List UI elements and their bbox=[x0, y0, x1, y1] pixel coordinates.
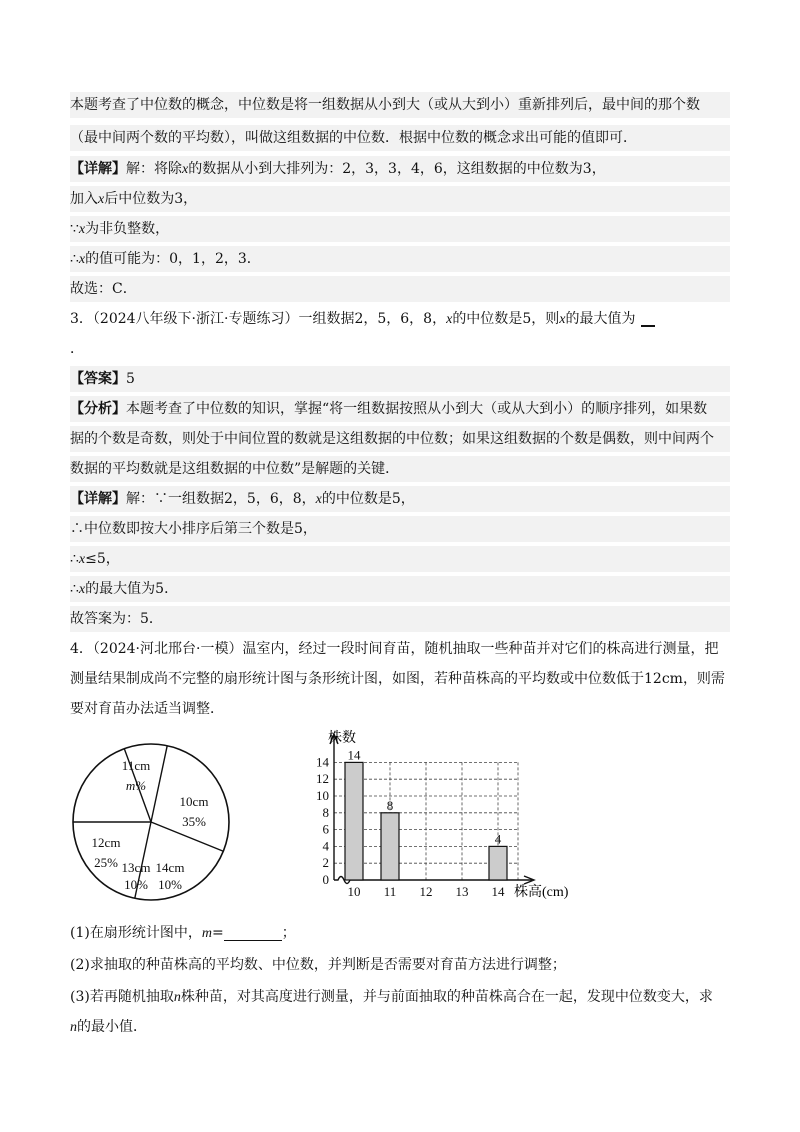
y-tick-label-12: 12 bbox=[316, 771, 329, 787]
y-tick-label-0: 0 bbox=[322, 872, 329, 887]
detail-tag: 【详解】 bbox=[70, 491, 126, 507]
bar-11 bbox=[381, 813, 399, 880]
answer-blank bbox=[641, 311, 655, 327]
pie-value-11cm: m% bbox=[125, 778, 147, 793]
q3-detail-line4: ∴x的最大值为5． bbox=[70, 576, 730, 602]
q3-analysis-line1: 【分析】本题考查了中位数的知识，掌握“将一组数据按照从小到大（或从大到小）的顺序排列，如果数 bbox=[70, 396, 730, 422]
q2-analysis-line2: （最中间两个数的平均数），叫做这组数据的中位数．根据中位数的概念求出可能的值即可． bbox=[70, 125, 730, 151]
pie-value-10cm: 35% bbox=[182, 814, 206, 829]
q3-detail-line1: 【详解】解：∵一组数据2，5，6，8，x的中位数是5， bbox=[70, 486, 730, 512]
x-tick-label-11: 11 bbox=[383, 884, 397, 899]
q4-stem-line2: 测量结果制成尚不完整的扇形统计图与条形统计图，如图，若种苗株高的平均数或中位数低于12cm，则需 bbox=[70, 671, 725, 687]
q4-charts-svg bbox=[66, 724, 626, 914]
pie-label-13cm: 13cm bbox=[121, 860, 151, 875]
q3-stem-end: ． bbox=[70, 341, 84, 357]
pie-divider-0 bbox=[151, 746, 167, 822]
pie-value-14cm: 10% bbox=[158, 877, 182, 892]
bar-10 bbox=[345, 762, 363, 880]
pie-value-13cm: 10% bbox=[124, 877, 148, 892]
answer-tag: 【答案】 bbox=[70, 371, 126, 387]
q2-analysis-line1: 本题考查了中位数的概念，中位数是将一组数据从小到大（或从大到小）重新排列后，最中间的那个数 bbox=[70, 92, 730, 118]
y-tick-label-14: 14 bbox=[316, 754, 329, 770]
q4-figure bbox=[66, 724, 626, 914]
q2-detail-line2: 加入x后中位数为3， bbox=[70, 186, 730, 212]
q4-stem-line1: 4．（2024·河北邢台·一模）温室内，经过一段时间育苗，随机抽取一些种苗并对它们的株高进行测量，把 bbox=[70, 641, 719, 657]
bar-14 bbox=[489, 846, 507, 880]
pie-chart bbox=[73, 744, 229, 900]
q4-sub2: (2)求抽取的种苗株高的平均数、中位数，并判断是否需要对育苗方法进行调整； bbox=[70, 957, 566, 973]
q3-analysis-line3: 数据的平均数就是这组数据的中位数”是解题的关键． bbox=[70, 456, 730, 482]
bar-data-label-10: 14 bbox=[347, 747, 361, 763]
q3-detail-line2: ∴中位数即按大小排序后第三个数是5， bbox=[70, 516, 730, 542]
x-tick-label-10: 10 bbox=[347, 884, 361, 899]
bar-x-axis-title: 株高(cm) bbox=[514, 885, 569, 900]
y-tick-label-6: 6 bbox=[322, 821, 329, 837]
q2-choice: 故选：C． bbox=[70, 276, 730, 302]
x-tick-label-13: 13 bbox=[455, 884, 469, 899]
pie-label-11cm: 11cm bbox=[121, 758, 151, 773]
bar-data-label-14: 4 bbox=[494, 831, 502, 847]
m-answer-blank bbox=[224, 926, 282, 941]
bar-chart bbox=[316, 729, 569, 900]
y-tick-label-2: 2 bbox=[322, 855, 329, 871]
pie-label-10cm: 10cm bbox=[179, 794, 209, 809]
q3-final-answer: 故答案为：5． bbox=[70, 606, 730, 632]
y-tick-label-4: 4 bbox=[322, 838, 329, 854]
q3-analysis-line2: 据的个数是奇数，则处于中间位置的数就是这组数据的中位数；如果这组数据的个数是偶数，则中间两个 bbox=[70, 426, 730, 452]
pie-label-14cm: 14cm bbox=[155, 860, 185, 875]
y-tick-label-10: 10 bbox=[316, 788, 329, 803]
pie-value-12cm: 25% bbox=[94, 855, 118, 870]
detail-tag: 【详解】 bbox=[70, 161, 126, 177]
x-tick-label-14: 14 bbox=[491, 884, 505, 899]
q2-detail-line4: ∴x的值可能为：0，1，2，3． bbox=[70, 246, 730, 272]
analysis-tag: 【分析】 bbox=[70, 401, 126, 417]
bar-y-axis-title: 株数 bbox=[328, 731, 356, 746]
bar-data-label-11: 8 bbox=[386, 797, 394, 813]
q4-sub3-line2: n的最小值． bbox=[70, 1019, 147, 1035]
q4-stem-line3: 要对育苗办法适当调整． bbox=[70, 701, 224, 717]
q3-detail-line3: ∴x≤5， bbox=[70, 546, 730, 572]
x-tick-label-12: 12 bbox=[419, 884, 433, 899]
q4-sub3-line1: (3)若再随机抽取n株种苗，对其高度进行测量，并与前面抽取的种苗株高合在一起，发现中位数变大，求 bbox=[70, 989, 713, 1005]
q2-detail-line1: 【详解】解：将除x的数据从小到大排列为：2，3，3，4，6，这组数据的中位数为3， bbox=[70, 156, 730, 182]
y-tick-label-8: 8 bbox=[322, 804, 329, 820]
q3-stem: 3．（2024八年级下·浙江·专题练习）一组数据2，5，6，8，x的中位数是5，则x的最大值为 bbox=[70, 306, 730, 332]
q2-detail-line3: ∵x为非负整数， bbox=[70, 216, 730, 242]
q3-answer: 【答案】5 bbox=[70, 366, 730, 392]
pie-label-12cm: 12cm bbox=[91, 835, 121, 850]
q4-sub1: (1)在扇形统计图中，m= ； bbox=[70, 925, 296, 941]
